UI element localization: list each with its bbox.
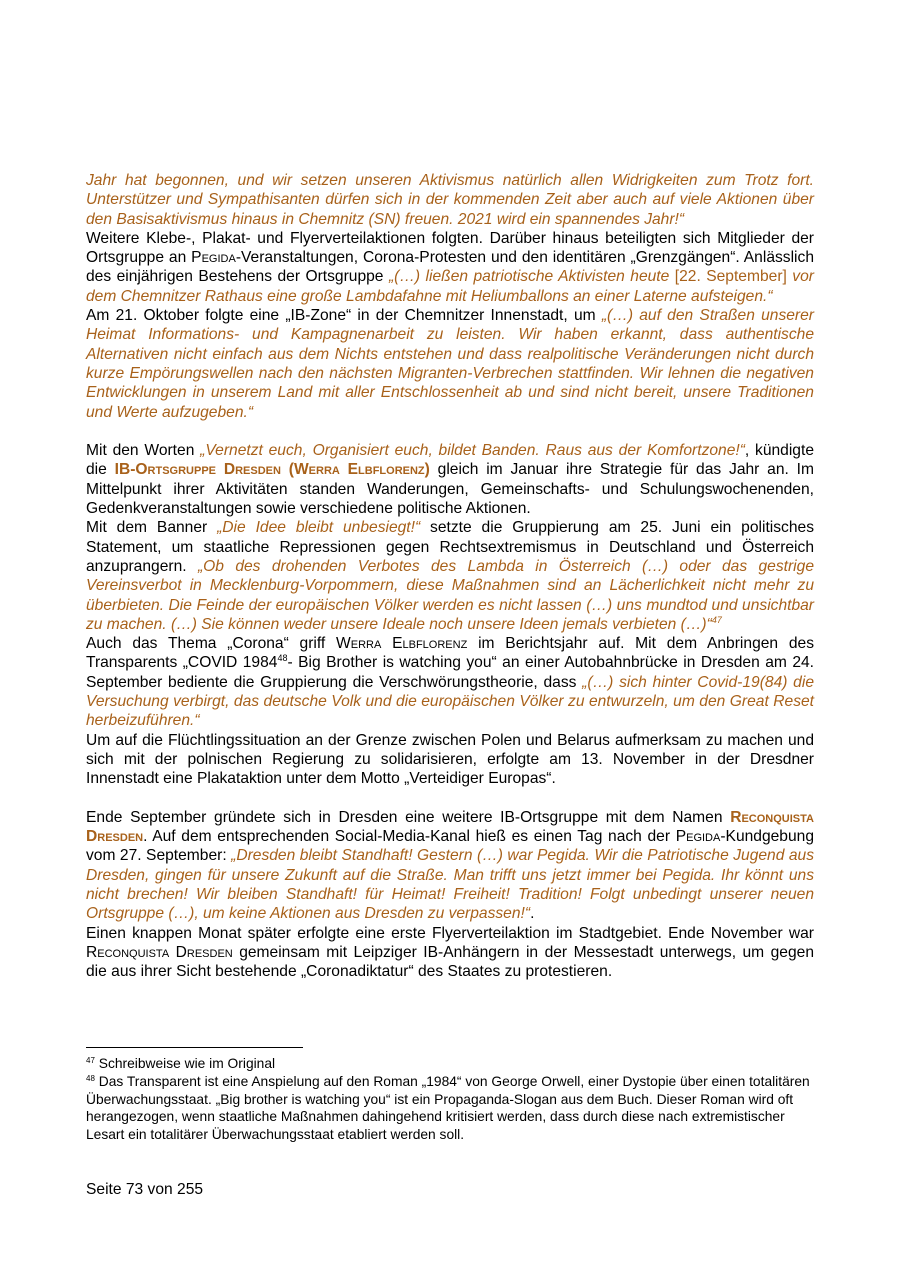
footnote-ref[interactable]: 48	[277, 653, 288, 664]
paragraph-reconquista: Ende September gründete sich in Dresden eine weitere IB-Ortsgruppe mit dem Namen Reconquista Dresden. Auf dem entsprechenden Social-Media-Kanal hieß es einen Tag nach der Pegida-Kundgebung vom 27. September: „Dresden bleibt Standhaft! Gestern (…) war Pegida. Wir die Patriotische Jugend aus Dresden, gingen für unsere Zukunft auf die Straße. Man trifft uns jetzt immer bei Pegida. Ihr könnt uns nicht brechen! Wir bleiben Standhaft! für Heimat! Freiheit! Tradition! Folgt unbedingt unserer neuen Ortsgruppe (…), um keine Aktionen aus Dresden zu verpassen!“.	[86, 808, 814, 923]
paragraph-banner: Mit dem Banner „Die Idee bleibt unbesiegt!“ setzte die Gruppierung am 25. Juni ein politisches Statement, um staatliche Repressionen gegen Rechtsextremismus in Deutschland und Österreich anzuprangern. „Ob des drohenden Verbotes des Lambda in Österreich (…) oder das gestrige Vereinsverbot in Mecklenburg-Vorpommern, diese Maßnahmen sind an Lächerlichkeit nicht mehr zu überbieten. Die Feinde der europäischen Völker werden es nicht lassen (…) uns mundtod und unsichtbar zu machen. (…) Sie können weder unsere Ideale noch unsere Ideen jemals verbieten (…)“$^{47}$	[86, 519, 814, 633]
organization-highlight: Reconquista Dresden	[86, 808, 814, 846]
organization-name: Pegida	[191, 249, 236, 267]
paragraph-quote-continuation	[86, 171, 814, 229]
footnote-48	[86, 1073, 814, 1144]
footnote-number: 47	[86, 1056, 95, 1065]
organization-name: Pegida	[675, 828, 721, 846]
quote: „Die Idee bleibt unbesiegt!“	[217, 519, 421, 537]
paragraph-ib-zone: Am 21. Oktober folgte eine „IB-Zone“ in der Chemnitzer Innenstadt, um „(…) auf den Straßen unserer Heimat Informations- und Kampagnenarbeit zu leisten. Wir haben erkannt, dass authentische Alternativen nicht einfach aus dem Nichts entstehen und dass realpolitische Veränderungen nicht durch kurze Empörungswellen nach den nächsten Migranten-Verbrechen stattfinden. Wir lehnen die negativen Entwicklungen in unserem Land mit aller Entschlossenheit ab und sind nicht bereit, unsere Traditionen und Werte aufzugeben.“	[86, 307, 814, 421]
footnote-text: Schreibweise wie im Original	[94, 1056, 276, 1071]
quote: „Vernetzt euch, Organisiert euch, bildet Banden. Raus aus der Komfortzone!“	[200, 442, 745, 460]
page-number: Seite 73 von 255	[86, 1181, 204, 1198]
paragraph-chemnitz-actions: Weitere Klebe-, Plakat- und Flyerverteilaktionen folgten. Darüber hinaus beteiligten sich Mitglieder der Ortsgruppe an Pegida-Veranstaltungen, Corona-Protesten und den identitären „Grenzgängen“. Anlässlich des einjährigen Bestehens der Ortsgruppe „(…) ließen patriotische Aktivisten heute [22. September] vor dem Chemnitzer Rathaus eine große Lambdafahne mit Heliumballons an einer Laterne aufsteigen.“	[86, 229, 814, 305]
organization-highlight: IB-Ortsgruppe Dresden (Werra Elbflorenz)	[114, 461, 430, 479]
quote: Jahr hat begonnen, und wir setzen unseren Aktivismus natürlich allen Widrigkeiten zum Trotz fort. Unterstützer und Sympathisanten dürfen sich in der kommenden Zeit aber auch auf viele Aktionen über den Basisaktivismus hinaus in Chemnitz (SN) freuen. 2021 wird ein spannendes Jahr!“	[86, 172, 814, 228]
paragraph-poland-belarus: Um auf die Flüchtlingssituation an der Grenze zwischen Polen und Belarus aufmerksam zu machen und sich mit der polnischen Regierung zu solidarisieren, erfolgte am 13. November in der Dresdner Innenstadt eine Plakataktion unter dem Motto „Verteidiger Europas“.	[86, 731, 814, 788]
quote: „(…) auf den Straßen unserer Heimat Informations- und Kampagnenarbeit zu leisten. Wir haben erkannt, dass authentische Alternativen nicht einfach aus dem Nichts entstehen und dass realpolitische Veränderungen nicht durch kurze Empörungswellen nach den nächsten Migranten-Verbrechen stattfinden. Wir lehnen die negativen Entwicklungen in unserem Land mit aller Entschlossenheit ab und sind nicht bereit, unsere Traditionen und Werte aufzugeben.“	[86, 307, 814, 421]
paragraph-gap	[86, 422, 814, 441]
organization-name: Reconquista Dresden	[86, 943, 233, 961]
footnotes	[86, 1047, 814, 1144]
quote: vor dem Chemnitzer Rathaus eine große Lambdafahne mit Heliumballons an einer Laterne aufsteigen.“	[86, 268, 814, 305]
quote: „(…) sich hinter Covid-19(84) die Versuchung verbirgt, das deutsche Volk und die europäischen Völker zu entwurzeln, um den Great Reset herbeizuführen.“	[86, 673, 814, 730]
paragraph-gap	[86, 789, 814, 808]
footnote-ref[interactable]: 47	[711, 614, 722, 625]
organization-name: Werra Elbflorenz	[336, 635, 468, 653]
footnote-divider	[86, 1047, 303, 1048]
paragraph-corona: Auch das Thema „Corona“ griff Werra Elbflorenz im Berichtsjahr auf. Mit dem Anbringen des Transparents „COVID 1984$^{48}$- Big Brother is watching you“ an einer Autobahnbrücke in Dresden am 24. September bediente die Gruppierung die Verschwörungstheorie, dass „(…) sich hinter Covid-19(84) die Versuchung verbirgt, das deutsche Volk und die europäischen Völker zu entwurzeln, um den Great Reset herbeizuführen.“	[86, 635, 814, 730]
paragraph-flyer-action: Einen knappen Monat später erfolgte eine erste Flyerverteilaktion im Stadtgebiet. Ende November war Reconquista Dresden gemeinsam mit Leipziger IB-Anhängern in der Messestadt unterwegs, um gegen die aus ihrer Sicht bestehende „Coronadiktatur“ des Staates zu protestieren.	[86, 924, 814, 981]
quote: „(…) ließen patriotische Aktivisten heute	[388, 268, 670, 286]
paragraph-dresden-strategy: Mit den Worten „Vernetzt euch, Organisiert euch, bildet Banden. Raus aus der Komfortzone!“, kündigte die IB-Ortsgruppe Dresden (Werra Elbflorenz) gleich im Januar ihre Strategie für das Jahr an. Im Mittelpunkt ihrer Aktivitäten standen Wanderungen, Gemeinschafts- und Schulungswochenenden, Gedenkveranstaltungen sowie verschiedene politische Aktionen.	[86, 442, 814, 518]
editorial-insert: [22. September]	[674, 268, 787, 286]
footnote-number: 48	[86, 1073, 95, 1083]
quote: „Dresden bleibt Standhaft! Gestern (…) war Pegida. Wir die Patriotische Jugend aus Dresden, gingen für unsere Zukunft auf die Straße. Man trifft uns jetzt immer bei Pegida. Ihr könnt uns nicht brechen! Wir bleiben Standhaft! für Heimat! Freiheit! Tradition! Folgt unbedingt unserer neuen Ortsgruppe (…), um keine Aktionen aus Dresden zu verpassen!“	[86, 847, 814, 923]
main-text	[86, 171, 814, 981]
quote: „Ob des drohenden Verbotes des Lambda in Österreich (…) oder das gestrige Vereinsverbot in Mecklenburg-Vorpommern, diese Maßnahmen sind an Lächerlichkeit nicht mehr zu überbieten. Die Feinde der europäischen Völker werden es nicht lassen (…) uns mundtod und unsichtbar zu machen. (…) Sie können weder unsere Ideale noch unsere Ideen jemals verbieten (…)“	[86, 557, 814, 633]
footnote-47	[86, 1055, 814, 1073]
footnote-text: Das Transparent ist eine Anspielung auf den Roman „1984“ von George Orwell, einer Dystopie über einen totalitären Überwachungsstaat. „Big brother is watching you“ ist ein Propaganda-Slogan aus dem Buch. Dieser Roman wird oft herangezogen, wenn staatliche Maßnahmen dahingehend kritisiert werden, dass durch diese nach extremistischer Lesart ein totalitärer Überwachungsstaat etabliert werden soll.	[86, 1073, 810, 1143]
